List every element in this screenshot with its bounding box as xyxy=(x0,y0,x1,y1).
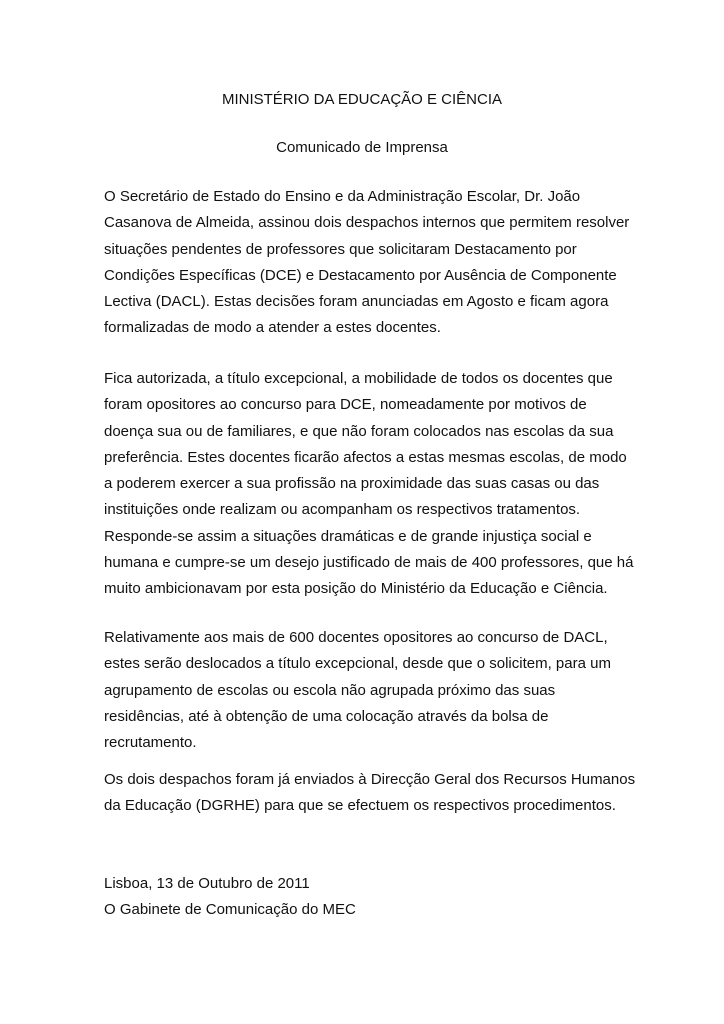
text-line: Lectiva (DACL). Estas decisões foram anunciadas em Agosto e ficam agora xyxy=(104,293,609,311)
paragraph-4 xyxy=(104,767,634,820)
text-line: Casanova de Almeida, assinou dois despachos internos que permitem resolver xyxy=(104,214,630,232)
text-line: Fica autorizada, a título excepcional, a mobilidade de todos os docentes que xyxy=(104,370,613,387)
text-line: O Secretário de Estado do Ensino e da Administração Escolar, Dr. João xyxy=(104,188,581,205)
text-line: Os dois despachos foram já enviados à Direcção Geral dos Recursos Humanos xyxy=(104,771,636,788)
closing-block xyxy=(104,871,634,924)
text-line: situações pendentes de professores que solicitaram Destacamento por xyxy=(104,240,577,258)
text-line: agrupamento de escolas ou escola não agrupada próximo das suas xyxy=(104,681,556,699)
text-line: Responde-se assim a situações dramáticas e de grande injustiça social e xyxy=(104,527,592,545)
document-subtitle: Comunicado de Imprensa xyxy=(276,139,448,156)
text-line: instituições onde realizam ou acompanham os respectivos tratamentos. xyxy=(104,501,581,519)
text-line: preferência. Estes docentes ficarão afectos a estas mesmas escolas, de modo xyxy=(104,448,627,466)
text-line: foram opositores ao concurso para DCE, nomeadamente por motivos de xyxy=(104,396,587,414)
text-line: recrutamento. xyxy=(104,734,197,752)
paragraph-3 xyxy=(104,625,634,756)
text-line: formalizadas de modo a atender a estes docentes. xyxy=(104,319,441,337)
paragraph-1 xyxy=(104,184,634,342)
text-line: Condições Específicas (DCE) e Destacamento por Ausência de Componente xyxy=(104,266,617,284)
paragraph-2 xyxy=(104,366,634,603)
signature: O Gabinete de Comunicação do MEC xyxy=(104,901,356,919)
place-date: Lisboa, 13 de Outubro de 2011 xyxy=(104,875,310,892)
text-line: estes serão deslocados a título excepcional, desde que o solicitem, para um xyxy=(104,655,611,673)
text-line: da Educação (DGRHE) para que se efectuem os respectivos procedimentos. xyxy=(104,797,616,815)
text-line: humana e cumpre-se um desejo justificado de mais de 400 professores, que há xyxy=(104,554,634,572)
text-line: residências, até à obtenção de uma colocação através da bolsa de xyxy=(104,707,549,725)
text-line: muito ambicionavam por esta posição do Ministério da Educação e Ciência. xyxy=(104,580,608,598)
text-line: a poderem exercer a sua profissão na proximidade das suas casas ou das xyxy=(104,475,600,493)
text-line: Relativamente aos mais de 600 docentes opositores ao concurso de DACL, xyxy=(104,629,608,646)
document-title: MINISTÉRIO DA EDUCAÇÃO E CIÊNCIA xyxy=(221,91,503,108)
text-line: doença sua ou de familiares, e que não foram colocados nas escolas da sua xyxy=(104,422,614,440)
